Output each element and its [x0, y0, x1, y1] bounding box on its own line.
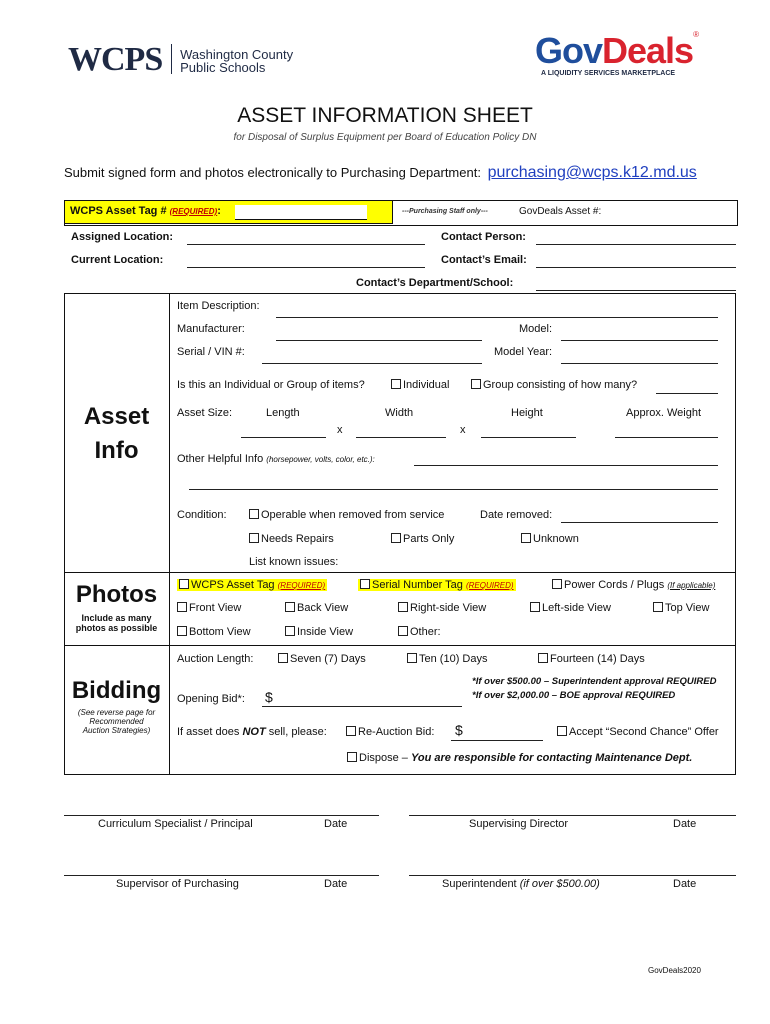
individual-group-question: Is this an Individual or Group of items?: [177, 379, 365, 391]
photo-front-option[interactable]: [177, 602, 241, 614]
width-label: Width: [385, 407, 414, 419]
contact-department-field[interactable]: [536, 290, 736, 291]
parts-only-option[interactable]: [391, 533, 454, 545]
footer-code: GovDeals2020: [648, 966, 701, 975]
curriculum-date-label: Date: [324, 818, 348, 830]
purchasing-signature-label: Supervisor of Purchasing: [116, 878, 239, 890]
date-removed-label: Date removed:: [480, 509, 553, 521]
list-issues-label: List known issues:: [249, 556, 339, 568]
govdeals-logo-gov: Gov: [535, 30, 603, 71]
photo-top-option[interactable]: [653, 602, 709, 614]
tag-label: WCPS Asset Tag #: [70, 205, 167, 217]
wcps-asset-tag-label: [70, 205, 221, 217]
page-title: ASSET INFORMATION SHEET: [237, 104, 533, 127]
bidding-note-line2: Recommended: [89, 717, 144, 726]
assigned-location-label: Assigned Location:: [71, 231, 174, 243]
govdeals-tagline: A LIQUIDITY SERVICES MARKETPLACE: [541, 70, 676, 77]
contact-email-field[interactable]: [536, 267, 736, 268]
length-field[interactable]: [241, 437, 326, 438]
photo-wcps-tag-label: WCPS Asset Tag: [191, 579, 275, 591]
photo-power-cords-checkbox[interactable]: [552, 579, 562, 589]
seven-days-checkbox[interactable]: [278, 653, 288, 663]
photo-other-checkbox[interactable]: [398, 626, 408, 636]
wcps-logo-text: [180, 48, 293, 74]
dispose-note: You are responsible for contacting Maintenance Dept.: [410, 752, 693, 764]
photos-note-line2: photos as possible: [75, 623, 158, 633]
model-field[interactable]: [561, 340, 718, 341]
photo-serial-tag-required: (REQUIRED): [465, 581, 514, 590]
bidding-note-line3: Auction Strategies): [82, 726, 151, 735]
bidding-title: Bidding: [71, 677, 162, 704]
bidding-side-title: [64, 677, 169, 735]
reauction-dollar: $: [455, 722, 463, 738]
approval-note-2: *If over $2,000.00 – BOE approval REQUIRED: [472, 690, 676, 701]
width-field[interactable]: [356, 437, 446, 438]
times-icon: x: [460, 424, 466, 436]
times-icon: x: [337, 424, 343, 436]
photos-note-line1: Include as many: [81, 613, 152, 623]
other-info-field[interactable]: [414, 465, 718, 466]
unknown-label: Unknown: [533, 533, 579, 545]
group-count-field[interactable]: [656, 393, 718, 394]
photo-inside-option[interactable]: [285, 626, 353, 638]
needs-repairs-option[interactable]: [249, 533, 334, 545]
photo-bottom-label: Bottom View: [189, 626, 251, 638]
contact-person-label: Contact Person:: [441, 231, 526, 243]
not-sell-post: sell, please:: [265, 726, 327, 738]
wcps-logo-main: WCPS: [68, 41, 163, 78]
ten-days-label: Ten (10) Days: [419, 653, 488, 665]
purchasing-date-label: Date: [324, 878, 348, 890]
tag-required: (REQUIRED): [169, 207, 218, 216]
ten-days-checkbox[interactable]: [407, 653, 417, 663]
auction-length-label: Auction Length:: [177, 653, 254, 665]
opening-bid-label: Opening Bid*:: [177, 693, 245, 705]
photo-right-option[interactable]: [398, 602, 486, 614]
photo-top-label: Top View: [665, 602, 710, 614]
fourteen-days-checkbox[interactable]: [538, 653, 548, 663]
photo-serial-tag-checkbox[interactable]: [360, 579, 370, 589]
photo-power-cords-note: (If applicable): [667, 581, 716, 590]
supervising-director-signature-line[interactable]: [409, 815, 736, 816]
asset-title-line2: Info: [94, 437, 139, 464]
photo-inside-checkbox[interactable]: [285, 626, 295, 636]
needs-repairs-checkbox[interactable]: [249, 533, 259, 543]
photo-left-option[interactable]: [530, 602, 611, 614]
item-description-label: Item Description:: [177, 300, 260, 312]
govdeals-logo: [535, 30, 699, 72]
wcps-asset-tag-field[interactable]: [235, 205, 367, 220]
photo-inside-label: Inside View: [297, 626, 354, 638]
photo-wcps-tag-option[interactable]: [177, 579, 327, 591]
needs-repairs-label: Needs Repairs: [261, 533, 334, 545]
wcps-logo-divider: [171, 44, 172, 74]
other-info-field-2[interactable]: [189, 489, 718, 490]
reauction-checkbox[interactable]: [346, 726, 356, 736]
dispose-label: Dispose –: [359, 752, 408, 764]
operable-label: Operable when removed from service: [261, 509, 445, 521]
assigned-location-field[interactable]: [187, 244, 425, 245]
registered-mark-icon: ®: [693, 30, 699, 39]
photo-bottom-checkbox[interactable]: [177, 626, 187, 636]
current-location-field[interactable]: [187, 267, 425, 268]
model-year-field[interactable]: [561, 363, 718, 364]
seven-days-option[interactable]: [278, 653, 366, 665]
unknown-option[interactable]: [521, 533, 579, 545]
superintendent-date-label: Date: [673, 878, 697, 890]
contact-person-field[interactable]: [536, 244, 736, 245]
contact-email-label: Contact’s Email:: [441, 254, 527, 266]
photos-title: Photos: [75, 581, 158, 608]
second-chance-option[interactable]: [557, 726, 719, 738]
approval-note-1: *If over $500.00 – Superintendent approval REQUIRED: [472, 676, 717, 687]
supervising-director-date-label: Date: [673, 818, 697, 830]
photo-power-cords-label: Power Cords / Plugs: [564, 579, 665, 591]
weight-field[interactable]: [615, 437, 718, 438]
tag-colon: :: [217, 205, 221, 217]
fourteen-days-option[interactable]: [538, 653, 645, 665]
dispose-option[interactable]: [347, 752, 692, 764]
photo-top-checkbox[interactable]: [653, 602, 663, 612]
govdeals-logo-deals: Deals: [602, 30, 694, 71]
date-removed-field[interactable]: [561, 522, 718, 523]
ten-days-option[interactable]: [407, 653, 487, 665]
asset-size-label: Asset Size:: [177, 407, 233, 419]
photo-left-label: Left-side View: [542, 602, 611, 614]
wcps-logo-line1: Washington County: [180, 47, 294, 62]
photos-divider: [64, 572, 736, 573]
photo-right-checkbox[interactable]: [398, 602, 408, 612]
purchasing-signature-line[interactable]: [64, 875, 379, 876]
bidding-divider: [64, 645, 736, 646]
photo-serial-tag-label: Serial Number Tag: [372, 579, 463, 591]
parts-only-checkbox[interactable]: [391, 533, 401, 543]
reauction-bid-field[interactable]: [451, 740, 543, 741]
wcps-logo-line2: Public Schools: [180, 60, 266, 75]
photo-back-checkbox[interactable]: [285, 602, 295, 612]
group-option[interactable]: [471, 379, 637, 391]
superintendent-text: Superintendent: [442, 878, 517, 890]
govdeals-asset-label: GovDeals Asset #:: [519, 206, 602, 217]
manufacturer-label: Manufacturer:: [177, 323, 245, 335]
not-sell-not: NOT: [242, 726, 266, 738]
reauction-option[interactable]: [346, 726, 434, 738]
superintendent-signature-line[interactable]: [409, 875, 736, 876]
photo-other-option[interactable]: [398, 626, 441, 638]
individual-label: Individual: [403, 379, 450, 391]
operable-checkbox[interactable]: [249, 509, 259, 519]
not-sell-pre: If asset does: [177, 726, 243, 738]
submit-instructions: [64, 164, 697, 182]
superintendent-label: [442, 878, 600, 890]
second-chance-label: Accept “Second Chance” Offer: [569, 726, 719, 738]
condition-label: Condition:: [177, 509, 227, 521]
model-year-label: Model Year:: [494, 346, 553, 358]
superintendent-note: (if over $500.00): [519, 878, 600, 890]
not-sell-label: [177, 726, 327, 738]
curriculum-signature-line[interactable]: [64, 815, 379, 816]
parts-only-label: Parts Only: [403, 533, 455, 545]
serial-field[interactable]: [262, 363, 482, 364]
item-description-field[interactable]: [276, 317, 718, 318]
opening-bid-dollar: $: [265, 689, 273, 705]
photo-power-cords-option[interactable]: [552, 579, 715, 591]
submit-text: Submit signed form and photos electronically to Purchasing Department:: [64, 165, 481, 180]
height-field[interactable]: [481, 437, 576, 438]
other-info-text: Other Helpful Info: [177, 453, 264, 465]
supervising-director-label: Supervising Director: [469, 818, 569, 830]
photo-back-label: Back View: [297, 602, 349, 614]
height-label: Height: [511, 407, 543, 419]
page-subtitle: for Disposal of Surplus Equipment per Board of Education Policy DN: [233, 132, 537, 143]
seven-days-label: Seven (7) Days: [290, 653, 366, 665]
photo-bottom-option[interactable]: [177, 626, 251, 638]
operable-option[interactable]: [249, 509, 444, 521]
photo-left-checkbox[interactable]: [530, 602, 540, 612]
photo-back-option[interactable]: [285, 602, 348, 614]
contact-department-label: Contact’s Department/School:: [356, 277, 514, 289]
serial-label: Serial / VIN #:: [177, 346, 245, 358]
group-checkbox[interactable]: [471, 379, 481, 389]
individual-checkbox[interactable]: [391, 379, 401, 389]
photo-other-label: Other:: [410, 626, 441, 638]
length-label: Length: [266, 407, 300, 419]
unknown-checkbox[interactable]: [521, 533, 531, 543]
individual-option[interactable]: [391, 379, 449, 391]
model-label: Model:: [519, 323, 553, 335]
other-info-label: [177, 453, 375, 465]
fourteen-days-label: Fourteen (14) Days: [550, 653, 645, 665]
asset-info-side-title: [64, 400, 169, 468]
purchasing-email-link[interactable]: purchasing@wcps.k12.md.us: [487, 164, 697, 181]
opening-bid-field[interactable]: [262, 706, 462, 707]
photo-wcps-tag-checkbox[interactable]: [179, 579, 189, 589]
photo-wcps-tag-required: (REQUIRED): [277, 581, 326, 590]
other-info-hint: (horsepower, volts, color, etc.):: [266, 455, 375, 464]
photo-front-label: Front View: [189, 602, 242, 614]
wcps-logo: [68, 42, 293, 78]
dispose-checkbox[interactable]: [347, 752, 357, 762]
purchasing-staff-only: ---Purchasing Staff only---: [402, 208, 488, 215]
photo-right-label: Right-side View: [410, 602, 487, 614]
manufacturer-field[interactable]: [276, 340, 482, 341]
reauction-label: Re-Auction Bid:: [358, 726, 435, 738]
second-chance-checkbox[interactable]: [557, 726, 567, 736]
current-location-label: Current Location:: [71, 254, 164, 266]
group-label: Group consisting of how many?: [483, 379, 638, 391]
photo-serial-tag-option[interactable]: [358, 579, 516, 591]
side-column-divider: [169, 293, 170, 775]
curriculum-signature-label: Curriculum Specialist / Principal: [98, 818, 253, 830]
asset-title-line1: Asset: [83, 403, 150, 430]
photo-front-checkbox[interactable]: [177, 602, 187, 612]
bidding-note-line1: (See reverse page for: [77, 708, 156, 717]
photos-side-title: [64, 581, 169, 633]
weight-label: Approx. Weight: [626, 407, 702, 419]
